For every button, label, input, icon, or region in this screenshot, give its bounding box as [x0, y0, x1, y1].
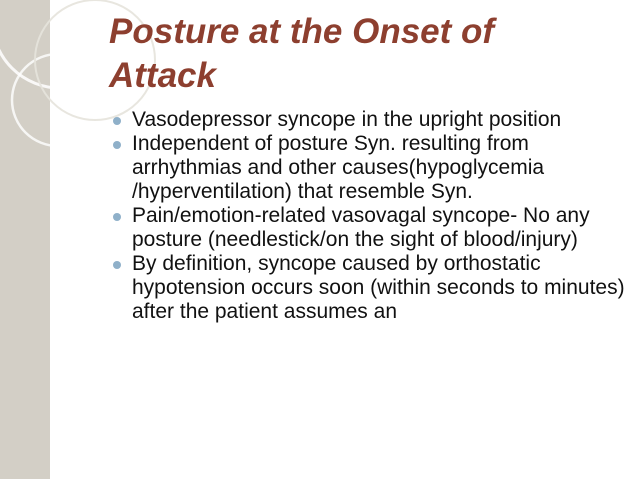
list-item [110, 252, 630, 324]
bullet-list [110, 108, 630, 324]
bullet-text: Pain/emotion-related vasovagal syncope- No any posture (needlestick/on the sight of blood/injury) [132, 204, 590, 251]
bullet-text: Vasodepressor syncope in the upright position [132, 108, 562, 131]
bullet-dot-icon [113, 213, 121, 221]
bullet-dot-icon [113, 261, 121, 269]
list-item [110, 204, 630, 252]
bullet-text: Independent of posture Syn. resulting from arrhythmias and other causes(hypoglycemia /hyperventilation) that resemble Syn. [132, 132, 545, 203]
list-item [110, 132, 630, 204]
slide-title: Posture at the Onset of Attack [109, 12, 495, 95]
bullet-dot-icon [113, 117, 121, 125]
bullet-dot-icon [113, 141, 121, 149]
list-item [110, 108, 630, 132]
bullet-text: By definition, syncope caused by orthostatic hypotension occurs soon (within seconds to minutes) after the patient assumes an [132, 252, 625, 323]
